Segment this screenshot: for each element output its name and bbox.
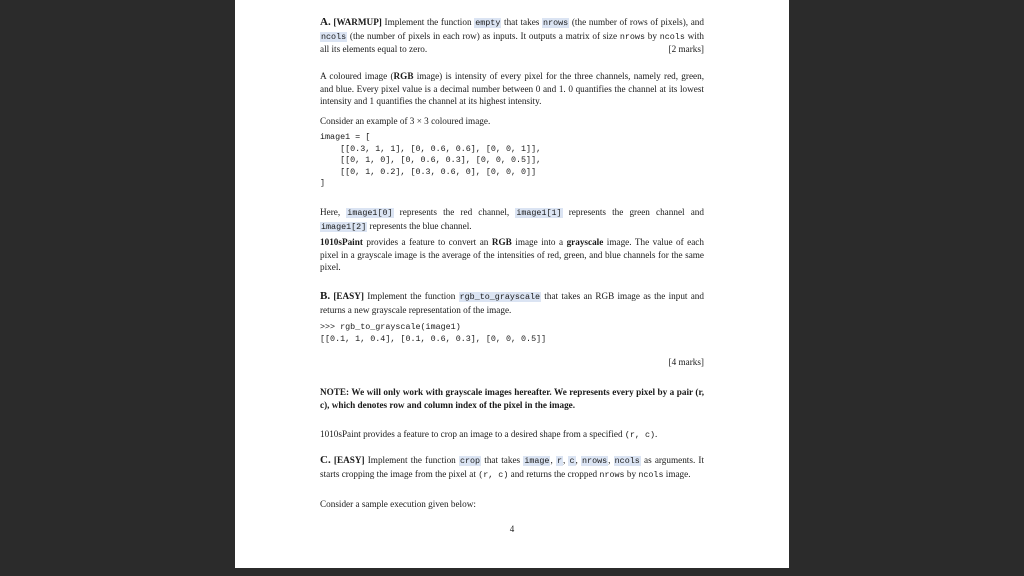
- text-run: Here,: [320, 207, 347, 217]
- section-b-code: [320, 322, 704, 345]
- text-run: (the number of rows of pixels), and: [569, 17, 704, 27]
- crop-feature-text: [320, 428, 704, 442]
- section-a-text: [320, 16, 704, 56]
- text-run: and returns the cropped: [508, 468, 600, 479]
- inline-code-ncols: ncols: [321, 31, 347, 42]
- section-a: [320, 16, 704, 56]
- code-line: [[0.1, 1, 0.4], [0.1, 0.6, 0.3], [0, 0, 0.5]]: [320, 333, 547, 344]
- section-b-letter: B.: [320, 290, 331, 302]
- inline-code-empty: empty: [475, 18, 501, 28]
- text-run: Implement the function: [364, 455, 459, 465]
- text-run: Implement the function: [381, 17, 475, 27]
- text-run: Implement the function: [363, 291, 459, 301]
- text-run: (the number of pixels in each row) as inputs. It outputs a matrix of size: [347, 30, 620, 41]
- inline-code-ncols: ncols: [659, 31, 685, 42]
- inline-code-ncols: ncols: [614, 456, 640, 466]
- section-a-letter: A.: [320, 16, 331, 28]
- inline-code-image: image: [524, 456, 550, 466]
- text-run: represents the blue channel.: [367, 220, 472, 231]
- text-run: represents the red channel,: [393, 207, 516, 217]
- text-run: that takes: [481, 455, 524, 465]
- note-text: NOTE: We will only work with grayscale images hereafter. We represents every pixel by a pair (r, c), which denotes row and column index of the pixel in the image.: [320, 387, 704, 410]
- paint-text: [320, 236, 704, 274]
- text-run: by: [624, 468, 639, 479]
- section-b-tag: [EASY]: [333, 291, 364, 301]
- code-line: [[0, 1, 0.2], [0.3, 0.6, 0], [0, 0, 0]]: [320, 166, 537, 177]
- code-line: [[0.3, 1, 1], [0, 0.6, 0.6], [0, 0, 1]],: [320, 143, 542, 154]
- inline-code-rc: (r, c): [478, 469, 509, 480]
- crop-feature-paragraph: [320, 428, 704, 442]
- bold-term: RGB: [491, 237, 512, 247]
- text-run: image. The value of each pixel in a grayscale image is the average of the intensities of red, green, and blue channels for the same pixel.: [320, 237, 704, 273]
- rgb-text: [320, 70, 704, 108]
- document-page: [235, 0, 789, 568]
- rgb-paragraph: [320, 70, 704, 108]
- text-run: with all its elements equal to zero.: [320, 30, 704, 55]
- section-b: [320, 290, 704, 345]
- inline-code-image1-2: image1[2]: [321, 221, 367, 232]
- section-b-text: [320, 290, 704, 316]
- section-a-tag: [WARMUP]: [333, 17, 382, 27]
- section-c-letter: C.: [320, 454, 331, 466]
- inline-code-rc: (r, c): [624, 430, 656, 440]
- sample-exec-text: Consider a sample execution given below:: [320, 499, 476, 509]
- text-run: A coloured image (: [320, 71, 394, 81]
- text-run: image into a: [511, 237, 567, 247]
- inline-code-nrows: nrows: [619, 31, 645, 42]
- section-b-marks: [320, 356, 704, 369]
- text-run: represents the green channel and: [562, 207, 704, 217]
- text-run: provides a feature to convert an: [362, 237, 492, 247]
- inline-code-nrows: nrows: [543, 18, 569, 28]
- inline-code-r: r: [556, 456, 562, 466]
- text-run: image) is intensity of every pixel for the three channels, namely red, green, and blue. Every pixel value is a decimal number between 0 and 1. 0 quantifies the channel at its lowest intensity and 1 quantifies the channel at its highest intensity.: [320, 71, 704, 107]
- text-run: image.: [663, 468, 691, 479]
- text-run: 1010sPaint provides a feature to crop an image to a desired shape from a specified: [320, 429, 625, 439]
- inline-code-nrows: nrows: [599, 469, 625, 480]
- inline-code-c: c: [569, 456, 575, 466]
- inline-code-nrows: nrows: [582, 456, 608, 466]
- code-line: ]: [320, 178, 326, 189]
- page-number: 4: [509, 524, 515, 534]
- sample-exec: [320, 498, 704, 511]
- here-paragraph: [320, 206, 704, 233]
- section-c-tag: [EASY]: [333, 455, 365, 465]
- here-text: [320, 206, 704, 233]
- brand-name: 1010sPaint: [320, 237, 363, 247]
- note-paragraph: [320, 386, 704, 411]
- code-line: >>> rgb_to_grayscale(image1): [320, 322, 461, 333]
- inline-code-rgb-to-grayscale: rgb_to_grayscale: [459, 292, 541, 302]
- inline-code-image1-0: image1[0]: [347, 208, 393, 218]
- consider-example: [320, 115, 704, 128]
- marks-label: [2 marks]: [668, 44, 704, 55]
- paint-paragraph: [320, 236, 704, 274]
- consider-example-text: Consider an example of 3 × 3 coloured image.: [320, 116, 491, 126]
- text-run: as arguments. It starts cropping the image from the pixel at: [320, 455, 705, 479]
- inline-code-image1-1: image1[1]: [516, 208, 562, 218]
- text-run: by: [645, 30, 660, 41]
- marks-label: [4 marks]: [668, 357, 704, 367]
- text-run: .: [655, 429, 658, 439]
- section-c: [320, 454, 704, 481]
- text-run: that takes an RGB image as the input and returns a new grayscale representation of the image.: [320, 291, 704, 315]
- code-line: [[0, 1, 0], [0, 0.6, 0.3], [0, 0, 0.5]],: [320, 155, 542, 166]
- bold-term: grayscale: [566, 237, 604, 247]
- image-code-block: [320, 132, 704, 190]
- text-run: that takes: [501, 17, 543, 27]
- bold-term: RGB: [393, 71, 414, 81]
- section-c-text: C. [EASY] Implement the function crop that takes image, r, c, nrows, ncols as arguments. It starts cropping the image from the pixel at (r, c) and returns the cropped nrows by ncols image.: [320, 454, 705, 480]
- code-line: image1 = [: [320, 132, 371, 142]
- inline-code-crop: crop: [459, 456, 481, 466]
- inline-code-ncols: ncols: [638, 469, 664, 480]
